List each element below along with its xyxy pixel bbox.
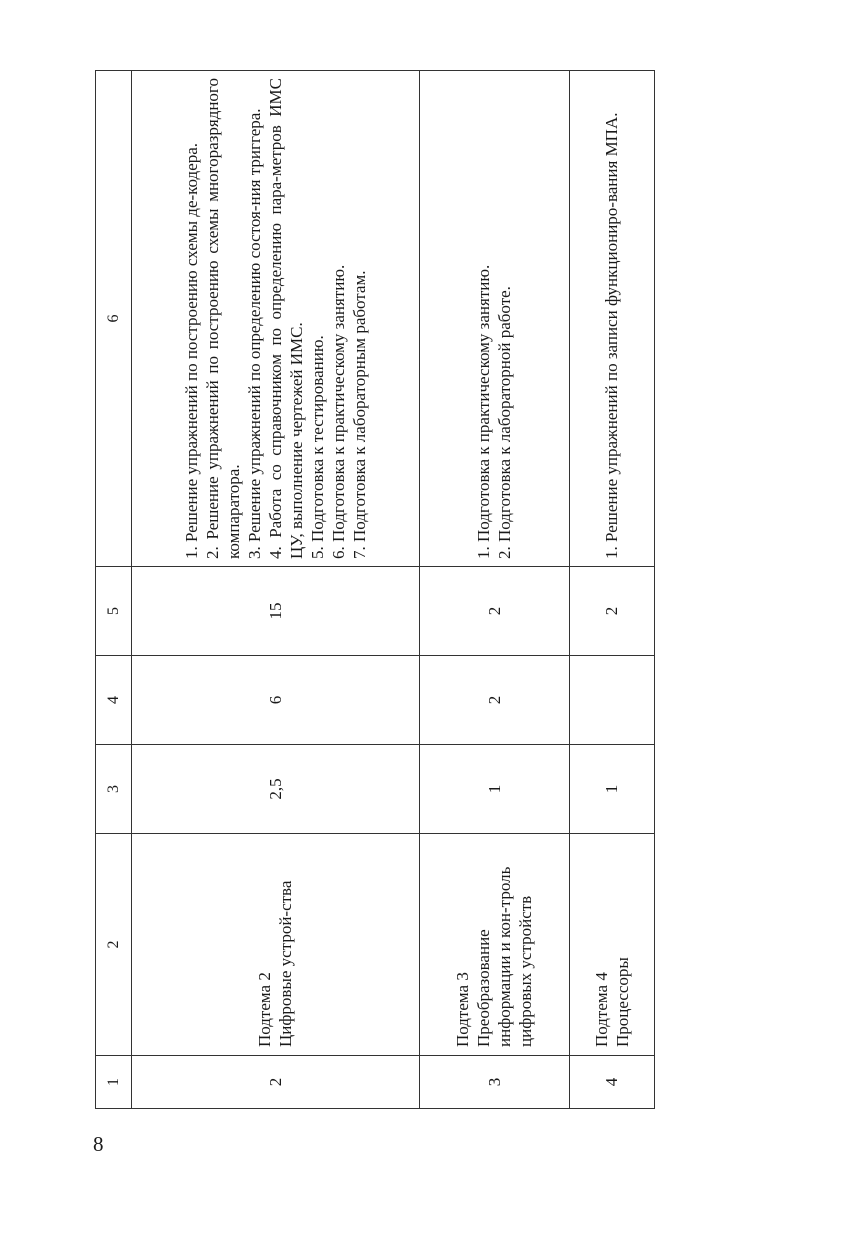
header-cell-4: 4 bbox=[96, 656, 132, 745]
table-row bbox=[569, 71, 654, 1109]
header-cell-1: 1 bbox=[96, 1056, 132, 1109]
topic-label: Подтема 3 bbox=[453, 972, 473, 1047]
hours-cell-5: 15 bbox=[132, 567, 420, 656]
page-number: 8 bbox=[93, 1132, 104, 1156]
hours-cell-3: 1 bbox=[569, 745, 654, 834]
list-item: 1. Подготовка к практическому занятию. bbox=[474, 264, 494, 559]
row-number: 3 bbox=[419, 1056, 569, 1109]
topic-title: Преобразование информации и кон-троль цифровых устройств bbox=[474, 866, 536, 1047]
tasks-cell bbox=[569, 71, 654, 567]
list-item: 7. Подготовка к лабораторным работам. bbox=[349, 270, 369, 559]
topic-label: Подтема 4 bbox=[591, 972, 611, 1047]
table-row bbox=[419, 71, 569, 1109]
header-row bbox=[96, 71, 132, 1109]
study-table-container bbox=[95, 78, 655, 1109]
row-number: 2 bbox=[132, 1056, 420, 1109]
list-item: 6. Подготовка к практическому занятию. bbox=[328, 264, 348, 559]
study-table bbox=[95, 70, 655, 1109]
row-number: 4 bbox=[569, 1056, 654, 1109]
hours-cell-4: 6 bbox=[132, 656, 420, 745]
list-item: 3. Решение упражнений по определению состоя-ния триггера. bbox=[244, 108, 264, 559]
header-cell-2: 2 bbox=[96, 834, 132, 1056]
header-cell-3: 3 bbox=[96, 745, 132, 834]
task-list bbox=[473, 78, 515, 559]
topic-cell bbox=[132, 834, 420, 1056]
list-item: 4. Работа со справочником по определению пара-метров ИМС ЦУ, выполнение чертежей ИМС. bbox=[265, 78, 306, 559]
tasks-cell bbox=[132, 71, 420, 567]
header-cell-6: 6 bbox=[96, 71, 132, 567]
hours-cell-5: 2 bbox=[569, 567, 654, 656]
task-list bbox=[181, 78, 370, 559]
hours-cell-4: 2 bbox=[419, 656, 569, 745]
list-item: 1. Решение упражнений по построению схемы де-кодера. bbox=[181, 142, 201, 559]
topic-cell bbox=[569, 834, 654, 1056]
hours-cell-4 bbox=[569, 656, 654, 745]
hours-cell-5: 2 bbox=[419, 567, 569, 656]
topic-title: Цифровые устрой-ства bbox=[276, 880, 296, 1047]
tasks-cell bbox=[419, 71, 569, 567]
topic-label: Подтема 2 bbox=[255, 972, 275, 1047]
list-item: 2. Подготовка к лабораторной работе. bbox=[495, 286, 515, 559]
list-item: 1. Решение упражнений по записи функциониро-вания МПА. bbox=[602, 112, 622, 559]
table-row bbox=[132, 71, 420, 1109]
topic-title: Процессоры bbox=[612, 957, 632, 1047]
hours-cell-3: 1 bbox=[419, 745, 569, 834]
hours-cell-3: 2,5 bbox=[132, 745, 420, 834]
topic-cell bbox=[419, 834, 569, 1056]
list-item: 2. Решение упражнений по построению схемы многоразрядного компаратора. bbox=[202, 78, 243, 559]
header-cell-5: 5 bbox=[96, 567, 132, 656]
list-item: 5. Подготовка к тестированию. bbox=[307, 335, 327, 559]
task-list bbox=[601, 78, 622, 559]
